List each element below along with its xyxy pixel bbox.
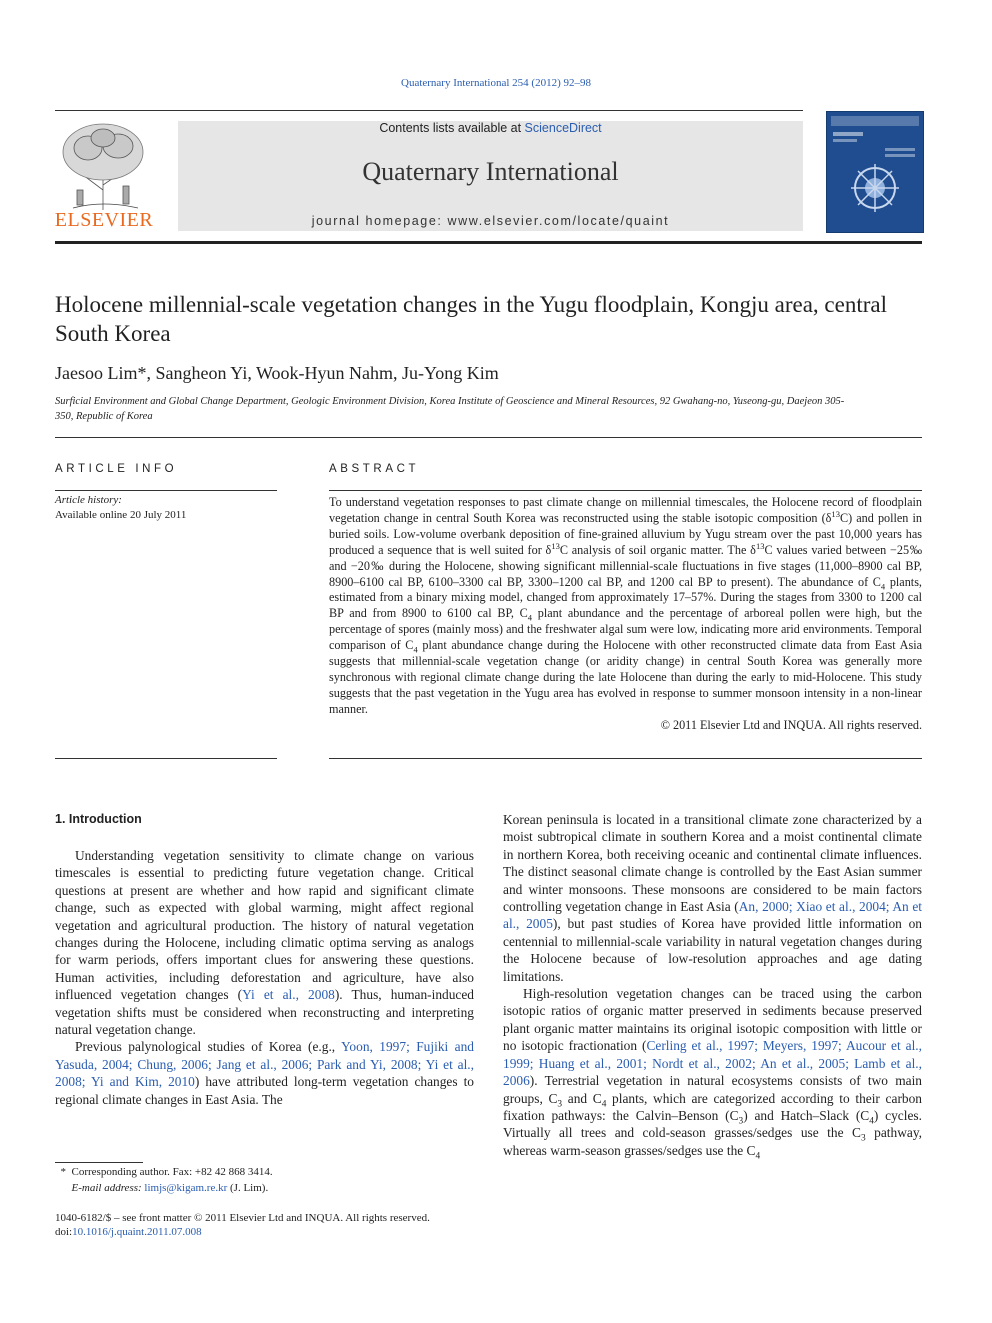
abstract-heading: ABSTRACT: [329, 463, 420, 475]
corresponding-author-note: Corresponding author. Fax: +82 42 868 3414.: [71, 1166, 273, 1178]
doi-line: [55, 1226, 202, 1238]
abstract-text: To understand vegetation responses to past climate change on millennial timescales, the Holocene record of floodplain vegetation change in central South Korea was reconstructed using the stable isotopic composition $(\delta^{13}C)$ and pollen in buried soils. Low-volume overbank deposition of fine-grained alluvium by Yugu stream over the past 10,000 years has produced a sequence that is well suited for $\delta^{13}C$ analysis of soil organic matter. The $\delta^{13}C$ values varied between −25‰ and −20‰ during the Holocene, showing significant millennial-scale fluctuations in five stages (11,000–8900 cal BP, 8900–6100 cal BP, 6100–3300 cal BP, 3300–1200 cal BP, and 1200 cal BP to present). The abundance of $C_4$ plants, estimated from a binary mixing model, changed from approximately 17–57%. During the stages from 3300 to 1200 cal BP and from 8900 to 6100 cal BP, $C_4$ plant abundance and the percentage of arboreal pollen were high, but the percentage of spores (mainly moss) and the freshwater algal sum were low, indicating more arid environments. Temporal comparison of $C_4$ plant abundance change during the Holocene with other reconstructed climate data from East Asia suggests that millennial-scale vegetation change (or aridity change) in central South Korea was generally more synchronous with regional climate change during the late Holocene than during the early to mid-Holocene. This study suggests that the past vegetation in the Yugu area has evolved in response to summer monsoon intensity in a non-linear manner. © 2011 Elsevier Ltd and INQUA. All rights reserved.: [329, 495, 923, 732]
journal-cover-image: [826, 111, 924, 233]
paragraph: High-resolution vegetation changes can be traced using the carbon isotopic ratios of organic matter preserved in sediments because preserved plant organic matter maintains its original isotopic composition with little or no isotopic fractionation (Cerling et al., 1997; Meyers, 1997; Aucour et al., 1999; Huang et al., 2001; Nordt et al., 2002; An et al., 2005; Lamb et al., 2006). Terrestrial vegetation in natural ecosystems consists of two main groups, $C_3$ and $C_4$ plants, which are categorized according to their carbon fixation pathways: the Calvin–Benson $(C_3)$ and Hatch–Slack $(C_4)$ cycles. Virtually all trees and cold-season grasses/sedges use the $C_3$ pathway, whereas warm-season grasses/sedges use the $C_4$: [503, 986, 922, 1162]
footnote-corresponding: * Corresponding author. Fax: +82 42 868 3414.: [55, 1166, 273, 1178]
title-rule: [55, 437, 922, 438]
article-history-value: Available online 20 July 2011: [55, 509, 187, 521]
article-info-rule: [55, 490, 277, 491]
front-matter-note: 1040-6182/$ – see front matter © 2011 Elsevier Ltd and INQUA. All rights reserved.: [55, 1212, 430, 1224]
footnote-email: [55, 1181, 268, 1196]
abstract-bottom-rule: [329, 758, 922, 759]
citation-link[interactable]: An, 2000; Xiao et al., 2004; An et al., 2005: [503, 899, 922, 932]
cover-emblem-icon: [827, 112, 923, 232]
paragraph: Korean peninsula is located in a transitional climate zone characterized by a moist subtropical climate in southern Korea and a moist continental climate in northern Korea, both receiving oceanic and continental climate influences. The distinct seasonal climate change is controlled by the East Asian summer and winter monsoons. These monsoons are considered to be main factors controlling vegetation change in East Asia (An, 2000; Xiao et al., 2004; An et al., 2005), but past studies of Korea have provided little information on centennial to millennial-scale variability in natural vegetation changes during the Holocene because of low-resolution approaches and age dating limitations.: [503, 812, 923, 984]
elsevier-wordmark: ELSEVIER: [54, 209, 154, 231]
journal-reference[interactable]: Quaternary International 254 (2012) 92–98: [401, 77, 591, 89]
email-link[interactable]: limjs@kigam.re.kr: [144, 1182, 228, 1194]
citation-link[interactable]: Yoon, 1997; Fujiki and Yasuda, 2004; Chung, 2006; Jang et al., 2006; Park and Yi, 2008; Yi et al., 2008; Yi and Kim, 2010: [55, 1039, 475, 1090]
citation-link[interactable]: Cerling et al., 1997; Meyers, 1997; Aucour et al., 1999; Huang et al., 2001; Nordt et al., 2002; An et al., 2005; Lamb et al., 2006: [503, 1038, 922, 1089]
body-column-left: [55, 847, 474, 1108]
elsevier-logo: [53, 120, 155, 232]
section-heading-introduction: 1. Introduction: [55, 812, 142, 826]
footnote-rule: [55, 1162, 143, 1163]
doi-link[interactable]: 10.1016/j.quaint.2011.07.008: [72, 1226, 202, 1238]
affiliation: Surficial Environment and Global Change Department, Geologic Environment Division, Korea Institute of Geoscience and Mineral Resources, 92 Gwahang-no, Yuseong-gu, Daejeon 305-350, Republic of Korea: [55, 396, 845, 422]
abstract-copyright: © 2011 Elsevier Ltd and INQUA. All rights reserved.: [660, 717, 922, 732]
article-info-bottom-rule: [55, 758, 277, 759]
contents-line: [178, 121, 803, 135]
paragraph: Previous palynological studies of Korea (e.g., Yoon, 1997; Fujiki and Yasuda, 2004; Chung, 2006; Jang et al., 2006; Park and Yi, 2008; Yi et al., 2008; Yi and Kim, 2010) have attributed long-term vegetation changes to regional climate changes in East Asia. The: [55, 1039, 475, 1107]
journal-banner: [178, 121, 803, 231]
email-suffix: (J. Lim).: [230, 1182, 269, 1194]
header-rule: [55, 110, 803, 111]
sciencedirect-link[interactable]: ScienceDirect: [524, 121, 602, 135]
article-history-label: Article history:: [55, 494, 122, 506]
journal-name: Quaternary International: [362, 157, 619, 186]
header-bottom-rule: [55, 241, 922, 244]
elsevier-tree-icon: [53, 120, 155, 212]
contents-prefix: Contents lists available at: [379, 121, 525, 135]
doi-prefix: doi:: [55, 1226, 73, 1238]
paragraph: Understanding vegetation sensitivity to climate change on various timescales is essential to predicting future vegetation change. Critical questions at present are whether and how rapid and significant climate change, such as expected with global warming, might affect regional vegetation and agricultural production. The history of natural vegetation changes during the Holocene, including climatic optima serving as analogs for warm periods, offers important clues for answering these questions. Human activities, including deforestation and agriculture, have also influenced vegetation changes (Yi et al., 2008). Thus, human-induced vegetation shifts must be considered when reconstructing and interpreting natural vegetation change.: [55, 848, 474, 1038]
body-column-right: [503, 811, 923, 1162]
abstract-rule: [329, 490, 922, 491]
author-list: Jaesoo Lim*, Sangheon Yi, Wook-Hyun Nahm, Ju-Yong Kim: [55, 363, 499, 383]
article-title: Holocene millennial-scale vegetation changes in the Yugu floodplain, Kongju area, central South Korea: [55, 292, 887, 346]
article-info-heading: ARTICLE INFO: [55, 463, 178, 475]
journal-homepage[interactable]: journal homepage: www.elsevier.com/locate/quaint: [311, 214, 670, 228]
email-label: E-mail address:: [71, 1182, 142, 1194]
citation-link[interactable]: Yi et al., 2008: [242, 987, 335, 1003]
